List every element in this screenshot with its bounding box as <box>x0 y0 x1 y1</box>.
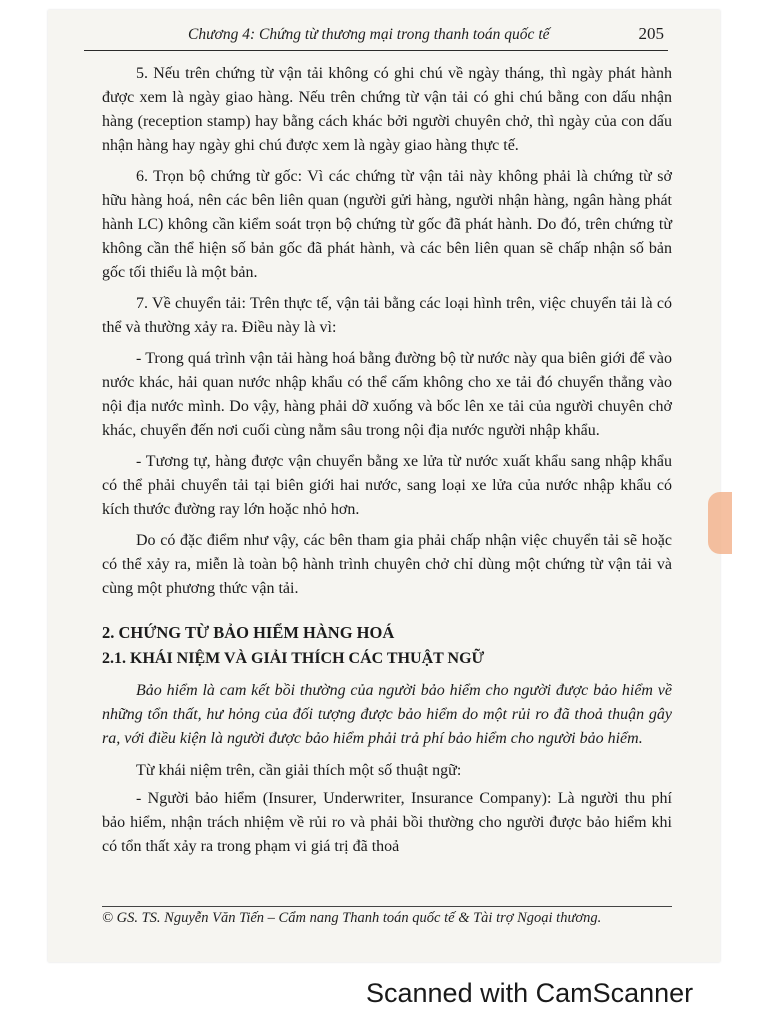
term-insurer: - Người bảo hiểm (Insurer, Underwriter, Insurance Company): Là người thu phí bảo hiểm, nhận trách nhiệm về rủi ro và phải bồi thường cho người được bảo hiểm khi có tổn thất xảy ra trong phạm vi giá trị đã thoả <box>102 790 672 855</box>
page-footer: © GS. TS. Nguyễn Văn Tiến – Cẩm nang Thanh toán quốc tế & Tài trợ Ngoại thương. <box>102 910 602 926</box>
camscanner-watermark: Scanned with CamScanner <box>366 978 694 1008</box>
paragraph-6: 6. Trọn bộ chứng từ gốc: Vì các chứng từ vận tải này không phải là chứng từ sở hữu hàng hoá, nên các bên liên quan (người gửi hàng, người nhận hàng, ngân hàng phát hành LC) không cần kiểm soát trọn bộ chứng từ gốc đã phát hành. Do đó, trên chứng từ không cần thể hiện số bản gốc đã phát hành, và các bên liên quan sẽ chấp nhận số bản gốc tối thiểu là một bản. <box>102 168 672 281</box>
paragraph-5: 5. Nếu trên chứng từ vận tải không có ghi chú về ngày tháng, thì ngày phát hành được xem là ngày giao hàng. Nếu trên chứng từ vận tải có ghi chú bằng con dấu nhận hàng (reception stamp) hay bằng cách khác bởi người chuyên chở, thì ngày của con dấu nhận hàng hay ngày ghi chú được xem là ngày giao hàng thực tế. <box>102 65 672 154</box>
bullet-road-transport: - Trong quá trình vận tải hàng hoá bằng đường bộ từ nước này qua biên giới để vào nước khác, hải quan nước nhập khẩu có thể cấm không cho xe tải đó chuyển thẳng vào nội địa nước mình. Do vậy, hàng phải dỡ xuống và bốc lên xe tải của người chuyên chở khác, chuyển đến nơi cuối cùng nằm sâu trong nội địa nước người nhập khẩu. <box>102 350 672 439</box>
paragraph-7: 7. Về chuyển tải: Trên thực tế, vận tải bằng các loại hình trên, việc chuyển tải là có thể và thường xảy ra. Điều này là vì: <box>102 295 672 336</box>
page-number: 205 <box>638 24 664 43</box>
footer-divider <box>102 906 672 907</box>
insurance-definition: Bảo hiểm là cam kết bồi thường của người bảo hiểm cho người được bảo hiểm về những tổn thất, hư hỏng của đối tượng được bảo hiểm do một rủi ro đã thoả thuận gây ra, với điều kiện là người được bảo hiểm phải trả phí bảo hiểm cho người bảo hiểm. <box>102 682 672 747</box>
bullet-rail-transport: - Tương tự, hàng được vận chuyển bằng xe lửa từ nước xuất khẩu sang nhập khẩu có thể phải chuyển tải tại biên giới hai nước, sang loại xe lửa của nước nhập khẩu có kích thước đường ray lớn hoặc nhỏ hơn. <box>102 453 672 518</box>
section-heading: 2. CHỨNG TỪ BẢO HIỂM HÀNG HOÁ <box>102 623 395 642</box>
paragraph-conclusion: Do có đặc điểm như vậy, các bên tham gia phải chấp nhận việc chuyển tải sẽ hoặc có thể xảy ra, miễn là toàn bộ hành trình chuyên chở chỉ dùng một chứng từ vận tải và cùng một phương thức vận tải. <box>102 532 672 597</box>
chapter-title: Chương 4: Chứng từ thương mại trong thanh toán quốc tế <box>188 26 550 43</box>
terms-intro: Từ khái niệm trên, cần giải thích một số thuật ngữ: <box>136 762 462 779</box>
running-header <box>84 20 668 51</box>
page-edge-marker <box>708 492 732 554</box>
subsection-heading: 2.1. KHÁI NIỆM VÀ GIẢI THÍCH CÁC THUẬT NGỮ <box>102 650 485 667</box>
page-body <box>102 62 672 866</box>
